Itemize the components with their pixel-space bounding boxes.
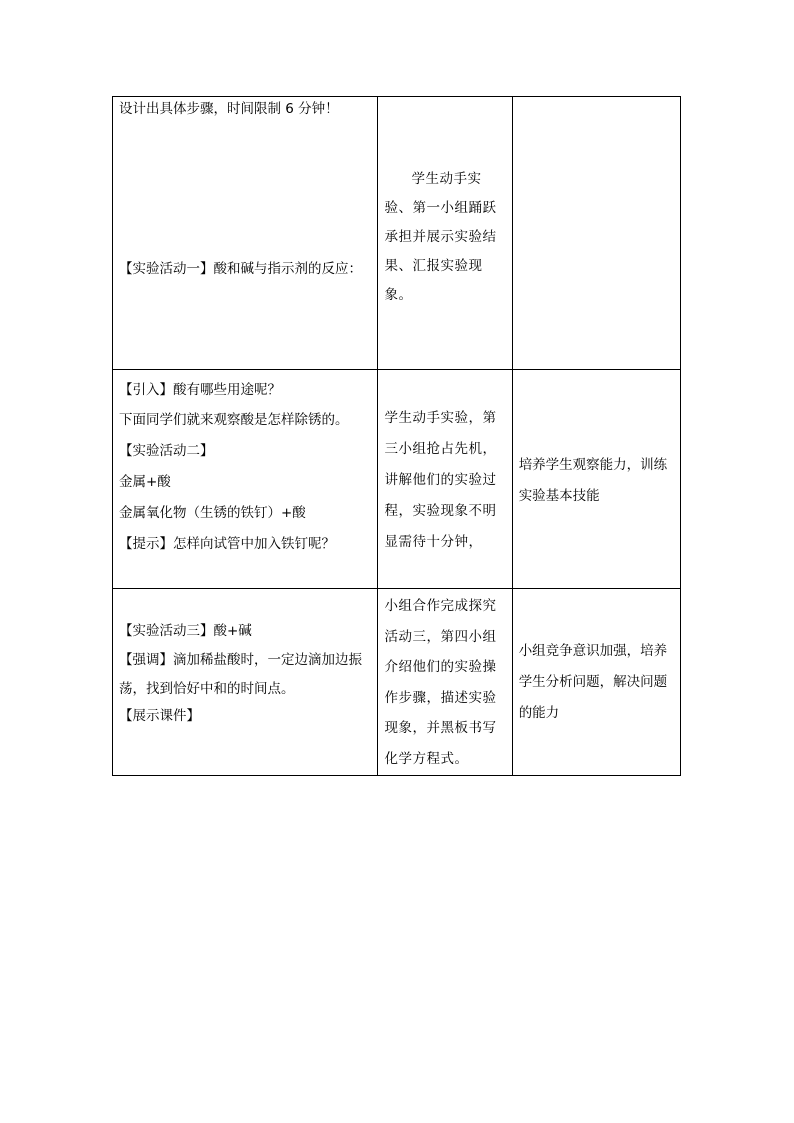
observation-text: 下面同学们就来观察酸是怎样除锈的。 [119, 412, 349, 428]
show-courseware-text: 【展示课件】 [119, 708, 200, 724]
design-intent-cell [512, 370, 680, 589]
table-row [113, 97, 681, 370]
activity-three-heading: 【实验活动三】酸+碱 [119, 623, 252, 639]
student-activity-cell [378, 97, 512, 370]
metal-oxide-acid-text: 金属氧化物（生锈的铁钉）+酸 [119, 505, 306, 521]
design-intent-cell [512, 97, 680, 370]
emphasis-text: 【强调】滴加稀盐酸时，一定边滴加边振荡，找到恰好中和的时间点。 [119, 652, 362, 697]
teacher-activity-cell [113, 370, 378, 589]
time-limit-text: 设计出具体步骤，时间限制 6 分钟！ [119, 101, 339, 117]
design-intent-cell [512, 589, 680, 776]
student-activity-text: 学生动手实验，第三小组抢占先机，讲解他们的实验过程，实验现象不明显需待十分钟， [384, 410, 497, 550]
student-activity-cell [378, 370, 512, 589]
hint-text: 【提示】怎样向试管中加入铁钉呢？ [119, 536, 335, 552]
design-intent-text: 小组竞争意识加强，培养学生分析问题，解决问题的能力 [518, 643, 668, 721]
student-activity-cell [378, 589, 512, 776]
activity-one-heading: 【实验活动一】酸和碱与指示剂的反应： [119, 261, 362, 277]
student-activity-text: 小组合作完成探究活动三，第四小组介绍他们的实验操作步骤，描述实验现象，并黑板书写化学方程式。 [384, 598, 497, 767]
table-row [113, 589, 681, 776]
metal-acid-text: 金属+酸 [119, 474, 171, 490]
introduction-text: 【引入】酸有哪些用途呢？ [119, 382, 281, 398]
lesson-plan-table [112, 96, 681, 776]
student-activity-text: 学生动手实验、第一小组踊跃承担并展示实验结果、汇报实验现象。 [384, 171, 497, 303]
activity-two-heading: 【实验活动二】 [119, 443, 214, 459]
table-row [113, 370, 681, 589]
teacher-activity-cell [113, 589, 378, 776]
design-intent-text: 培养学生观察能力，训练实验基本技能 [518, 457, 668, 504]
teacher-activity-cell [113, 97, 378, 370]
